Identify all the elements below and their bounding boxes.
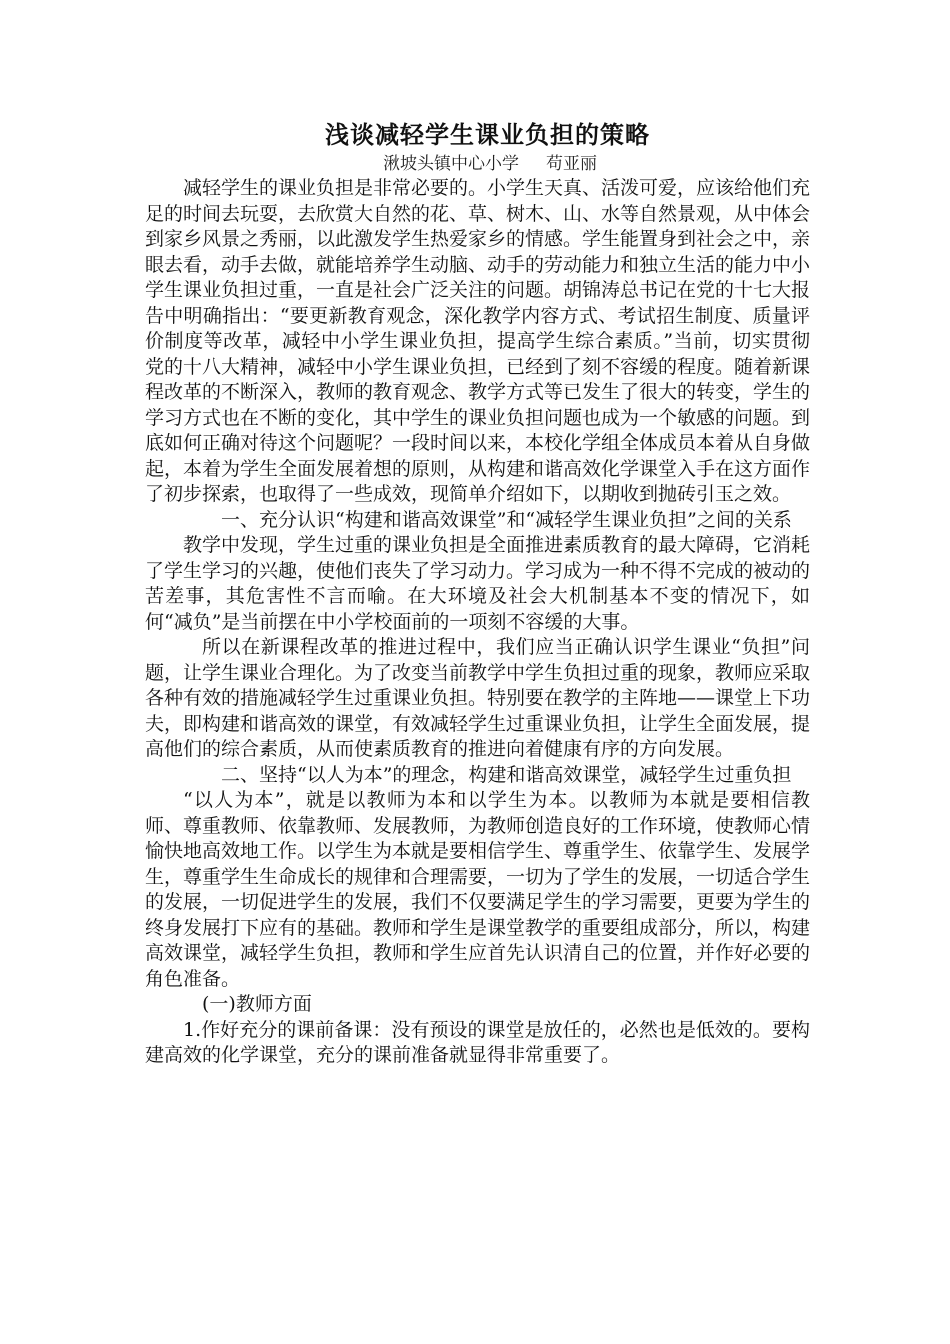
section-1-paragraph-1: 教学中发现，学生过重的课业负担是全面推进素质教育的最大障碍，它消耗了学生学习的兴趣，使他们丧失了学习动力。学习成为一种不得不完成的被动的苦差事，其危害性不言而喻。在大环境及社会大机制基本不变的情况下，如何“减负”是当前摆在中小学校面前的一项刻不容缓的大事。 [145,534,811,633]
subsection-heading-teacher: (一)教师方面 [202,993,312,1015]
section-heading-2: 二、坚持“以人为本”的理念，构建和谐高效课堂，减轻学生过重负担 [221,763,792,786]
subsection-item-1: 1.作好充分的课前备课：没有预设的课堂是放任的，必然也是低效的。要构建高效的化学课堂，充分的课前准备就显得非常重要了。 [145,1018,810,1066]
document-title: 浅谈减轻学生课业负担的策略 [325,121,650,149]
author-byline: 湫坡头镇中心小学 苟亚丽 [382,154,598,174]
document-body [145,118,810,1069]
section-2-paragraph-1: “以人为本”，就是以教师为本和以学生为本。以教师为本就是要相信教师、尊重教师、依靠教师、发展教师，为教师创造良好的工作环境，使教师心情愉快地高效地工作。以学生为本就是要相信学生、尊重学生、依靠学生、发展学生，尊重学生生命成长的规律和合理需要，一切为了学生的发展，一切适合学生的发展，一切促进学生的发展，我们不仅要满足学生的学习需要，更要为学生的终身发展打下应有的基础。教师和学生是课堂教学的重要组成部分，所以，构建高效课堂，减轻学生负担，教师和学生应首先认识清自己的位置，并作好必要的角色准备。 [145,789,811,990]
intro-paragraph: 减轻学生的课业负担是非常必要的。小学生天真、活泼可爱，应该给他们充足的时间去玩耍，去欣赏大自然的花、草、树木、山、水等自然景观，从中体会到家乡风景之秀丽，以此激发学生热爱家乡的情感。学生能置身到社会之中，亲眼去看，动手去做，就能培养学生动脑、动手的劳动能力和独立生活的能力中小学生课业负担过重，一直是社会广泛关注的问题。胡锦涛总书记在党的十七大报告中明确指出：“要更新教育观念，深化教学内容方式、考试招生制度、质量评价制度等改革，减轻中小学生课业负担，提高学生综合素质。”当前，切实贯彻党的十八大精神，减轻中小学生课业负担，已经到了刻不容缓的程度。随着新课程改革的不断深入，教师的教育观念、教学方式等已发生了很大的转变，学生的学习方式也在不断的变化，其中学生的课业负担问题也成为一个敏感的问题。到底如何正确对待这个问题呢？一段时间以来，本校化学组全体成员本着从自身做起，本着为学生全面发展着想的原则，从构建和谐高效化学课堂入手在这方面作了初步探索，也取得了一些成效，现简单介绍如下，以期收到抛砖引玉之效。 [145,177,811,505]
section-heading-1: 一、充分认识“构建和谐高效课堂”和“减轻学生课业负担”之间的关系 [221,508,792,531]
section-1-paragraph-2: 所以在新课程改革的推进过程中，我们应当正确认识学生课业“负担”问题，让学生课业合理化。为了改变当前教学中学生负担过重的现象，教师应采取各种有效的措施减轻学生过重课业负担。特别要在教学的主阵地——课堂上下功夫，即构建和谐高效的课堂，有效减轻学生过重课业负担，让学生全面发展，提高他们的综合素质，从而使素质教育的推进向着健康有序的方向发展。 [145,636,811,760]
